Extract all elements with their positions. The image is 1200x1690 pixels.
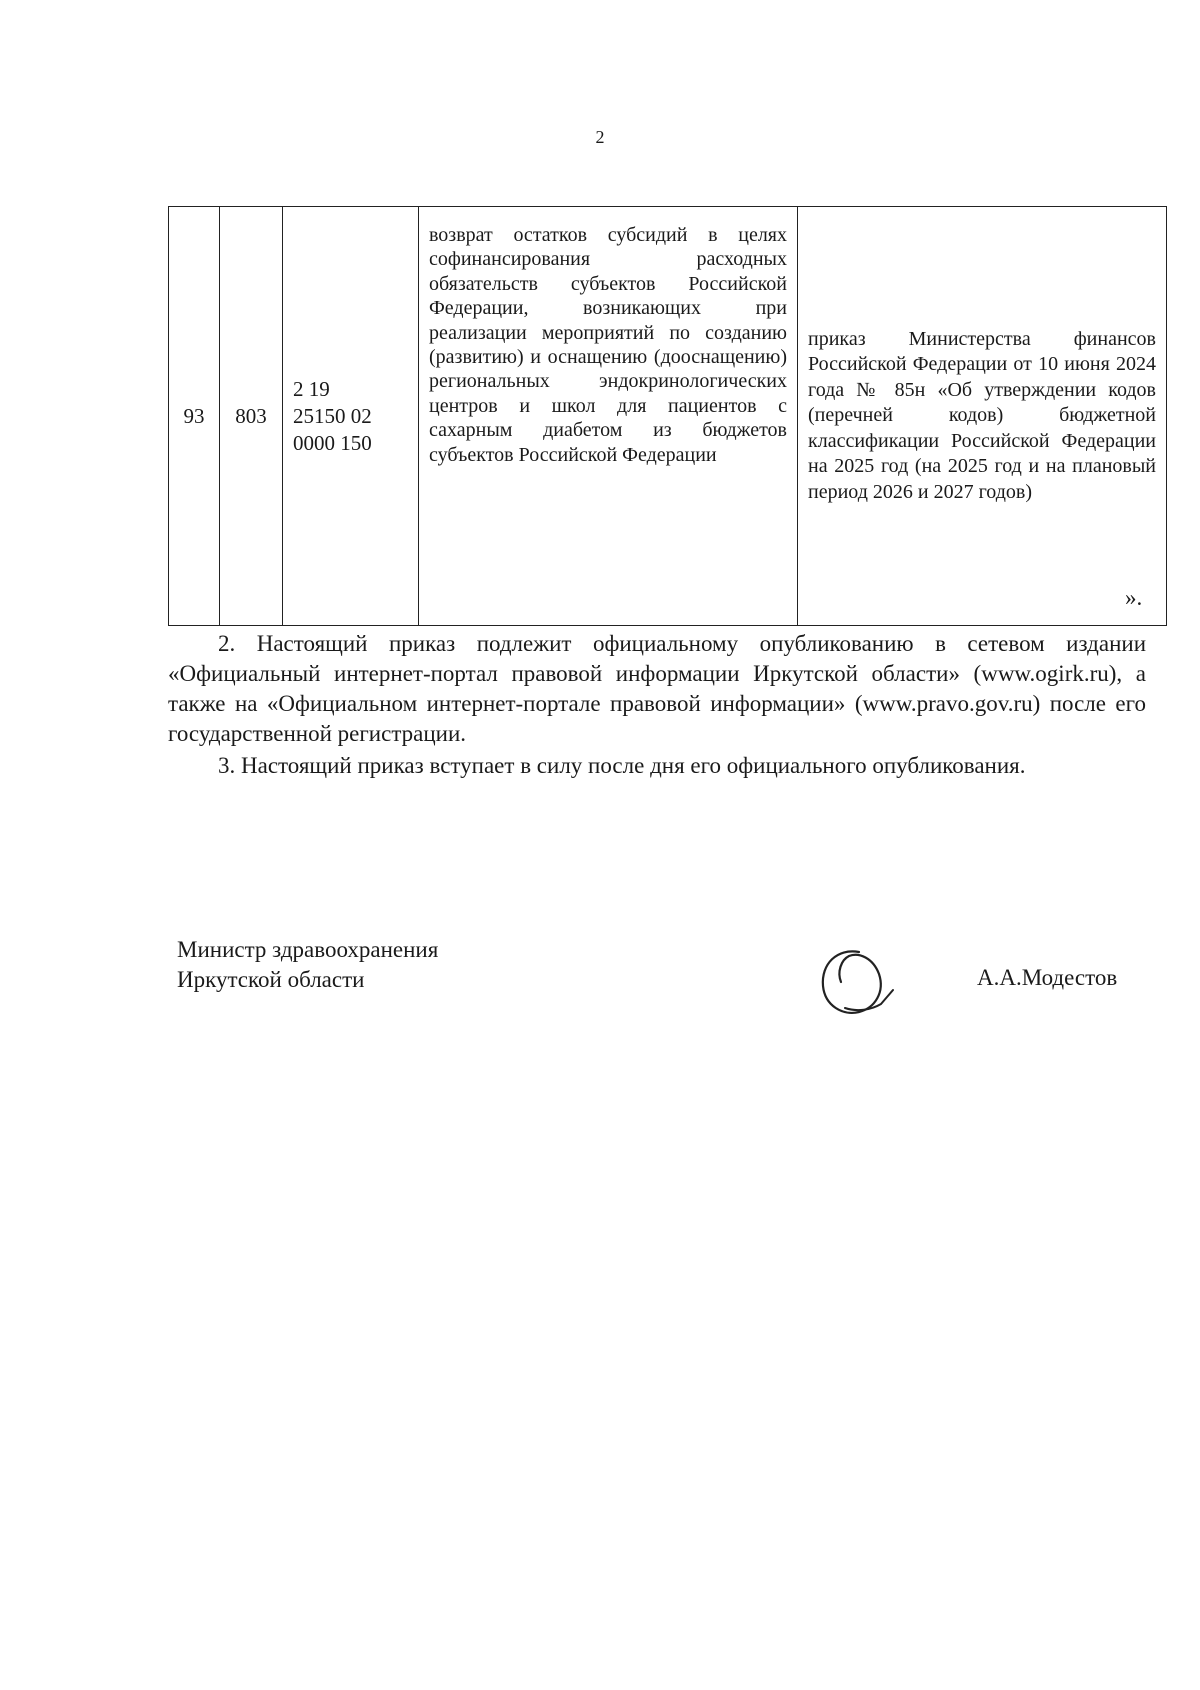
- classification-table: [168, 206, 1167, 626]
- closing-quote: ».: [1125, 585, 1143, 610]
- legal-basis-cell: приказ Министерства финансов Российской Федерации от 10 июня 2024 года № 85н «Об утверждении кодов (перечней кодов) бюджетной классификации Российской Федерации на 2025 год (на 2025 год и на плановый период 2026 и 2027 годов): [798, 207, 1167, 626]
- signatory-name: А.А.Модестов: [977, 965, 1118, 990]
- revenue-name-cell: возврат остатков субсидий в целях софинансирования расходных обязательств субъектов Российской Федерации, возникающих при реализации мероприятий по созданию (развитию) и оснащению (дооснащению) региональных эндокринологических центров и школ для пациентов с сахарным диабетом из бюджетов субъектов Российской Федерации: [419, 207, 798, 626]
- budget-code-line: 2 19: [293, 376, 330, 401]
- signatory-title-line: Министр здравоохранения: [177, 937, 439, 962]
- page-number: 2: [595, 127, 605, 147]
- paragraph-publication: 2. Настоящий приказ подлежит официальному опубликованию в сетевом издании «Официальный интернет-портал правовой информации Иркутской области» (www.ogirk.ru), а также на «Официальном интернет-портале правовой информации» (www.pravo.gov.ru) после его государственной регистрации.: [168, 631, 1146, 746]
- paragraph-effective-date: 3. Настоящий приказ вступает в силу после дня его официального опубликования.: [218, 753, 1026, 778]
- budget-code-line: 0000 150: [293, 430, 372, 455]
- signatory-title-line: Иркутской области: [177, 967, 365, 992]
- table-row: [169, 207, 1167, 626]
- admin-code-cell: 803: [220, 207, 283, 626]
- budget-code-cell: [283, 207, 419, 626]
- budget-code-line: 25150 02: [293, 403, 372, 428]
- row-number-cell: 93: [169, 207, 220, 626]
- handwritten-signature: [815, 942, 895, 1022]
- signatory-title: [177, 935, 438, 995]
